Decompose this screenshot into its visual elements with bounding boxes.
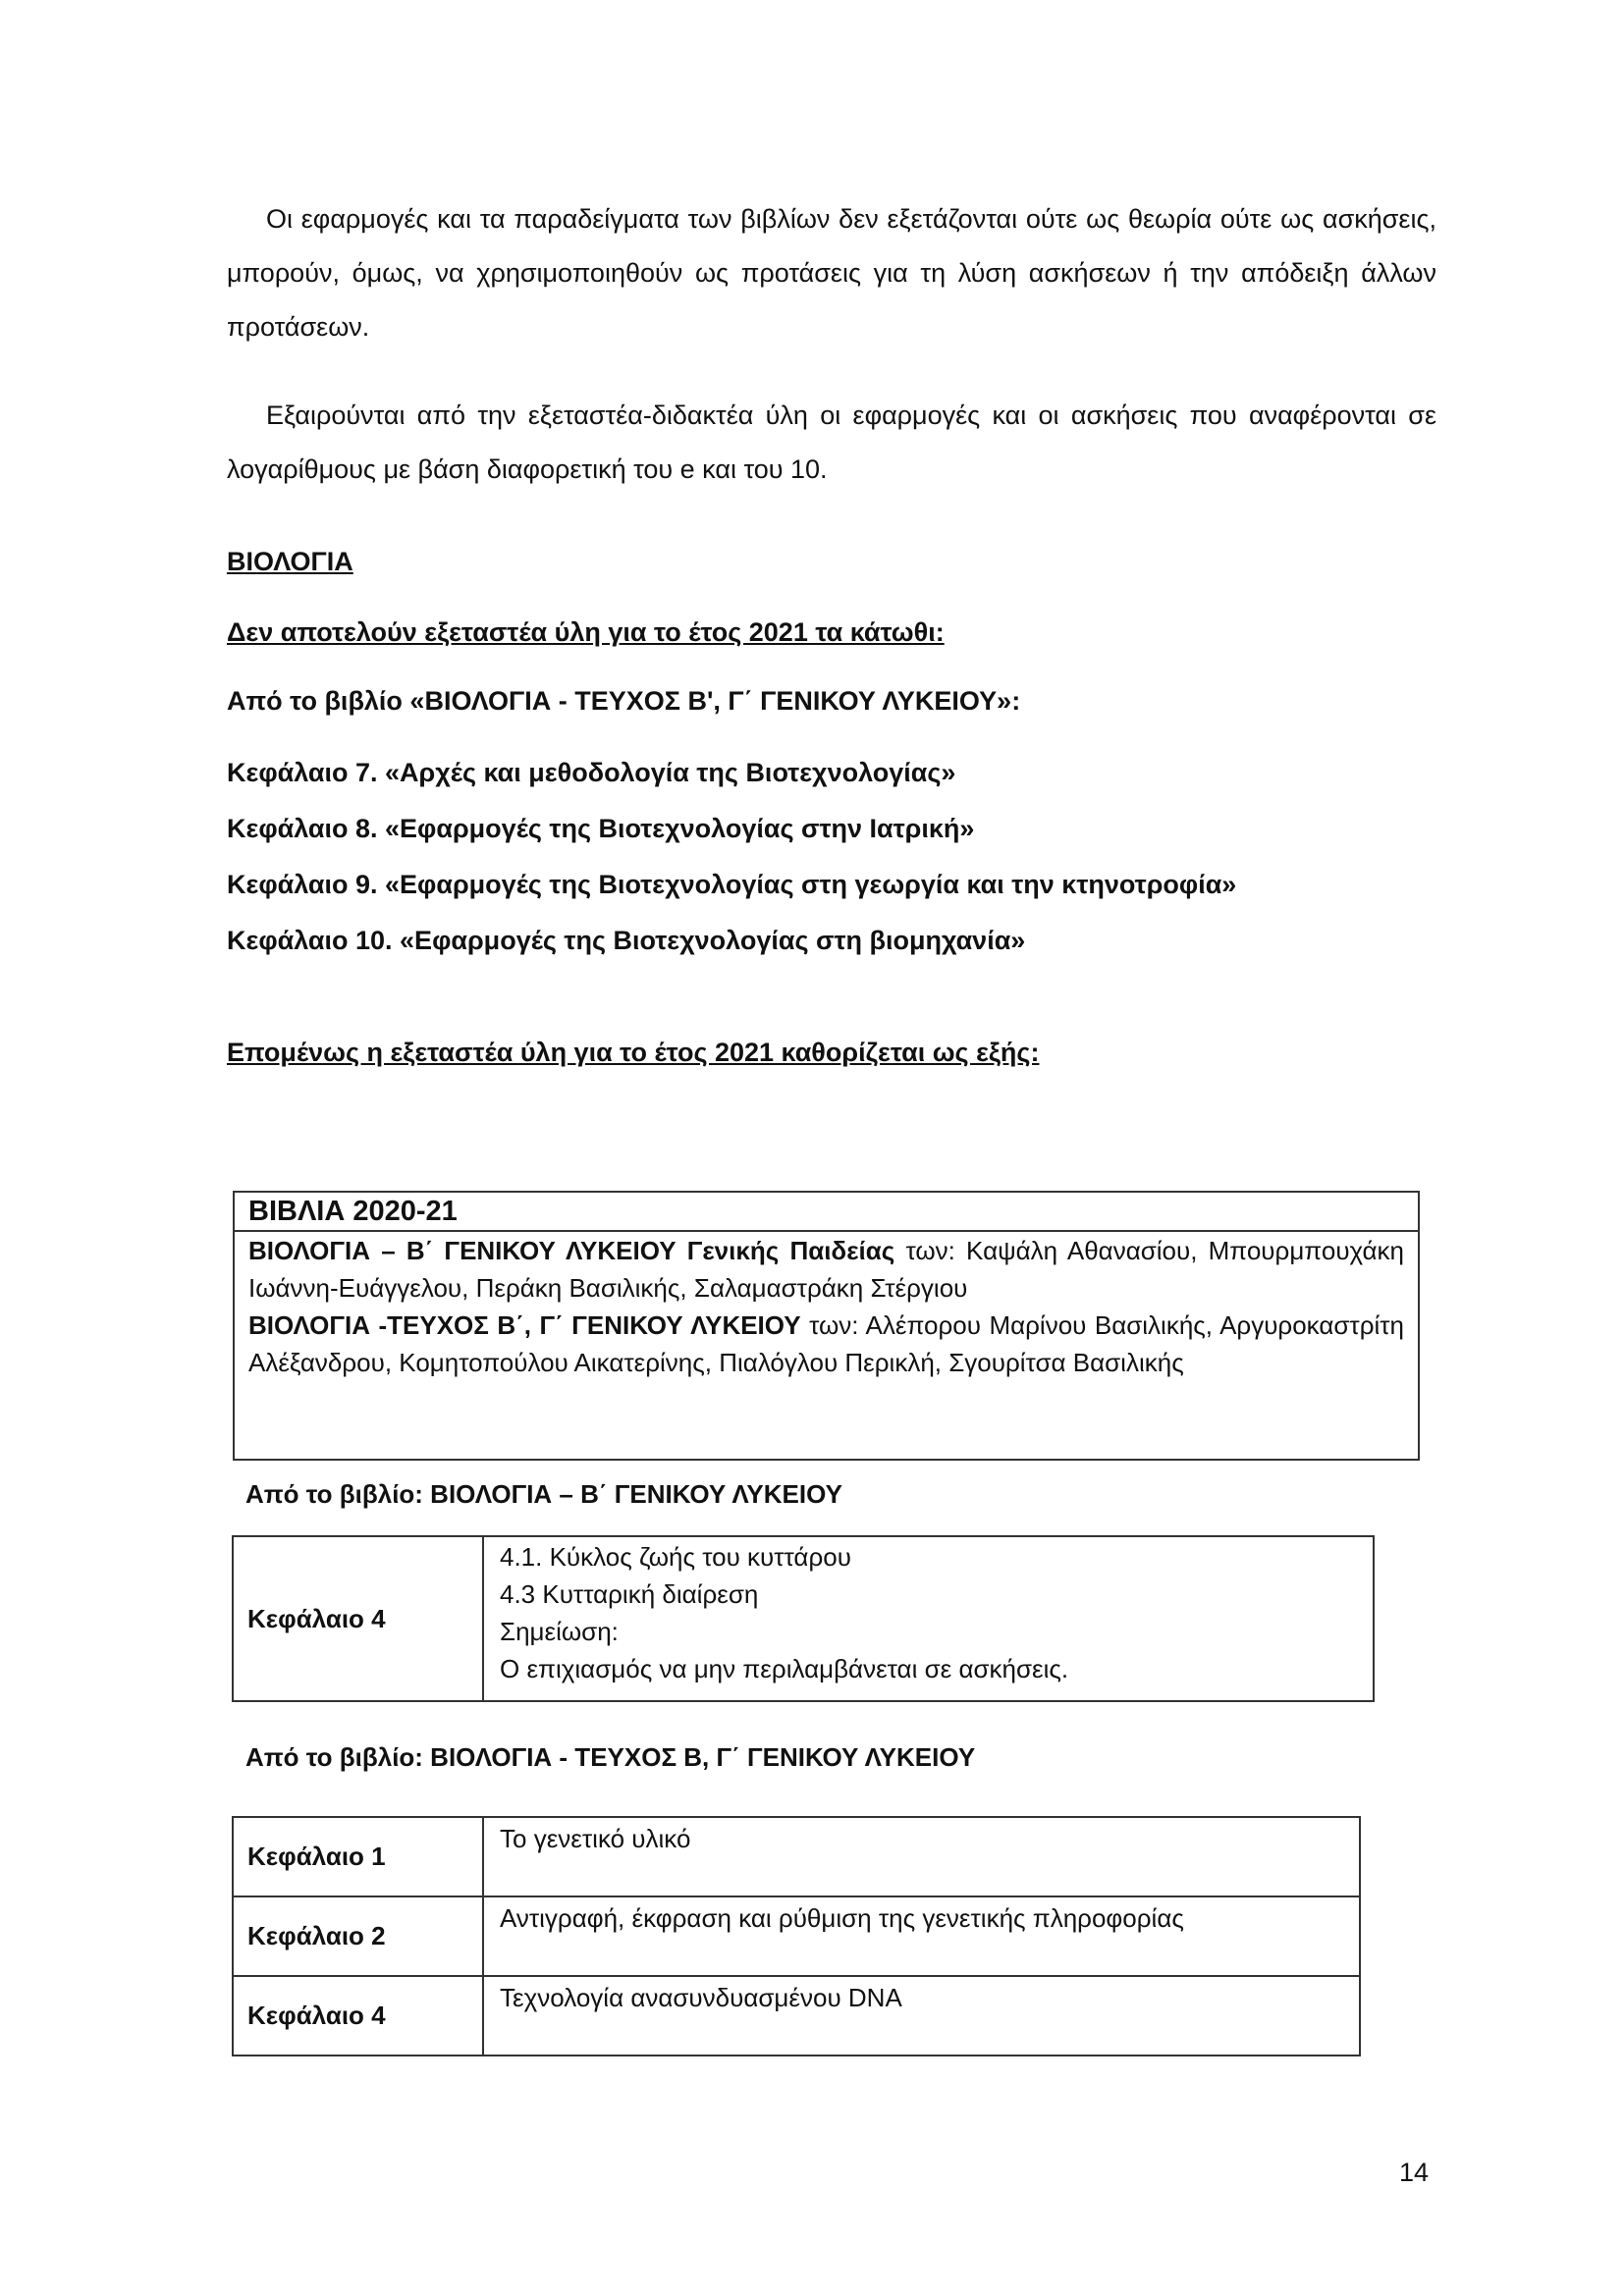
table1-chapter-cell — [233, 1536, 483, 1701]
excluded-chapter-9: Κεφάλαιο 9. «Εφαρμογές της Βιοτεχνολογίας στη γεωργία και την κτηνοτροφία» — [227, 870, 1237, 899]
intro-paragraph-2: Εξαιρούνται από την εξεταστέα-διδακτέα ύλη οι εφαρμογές και οι ασκήσεις που αναφέρονται σε λογαρίθμους με βάση διαφορετική του e και του 10. — [227, 400, 1436, 484]
table-row — [233, 1976, 1360, 2056]
book-2-authors: των: Αλέπορου Μαρίνου Βασιλικής, Αργυροκαστρίτη Αλέξανδρου, Κομητοπούλου Αικατερίνης, Πιαλόγλου Περικλή, Σγουρίτσα Βασιλικής — [248, 1310, 1404, 1377]
table1-heading: Από το βιβλίο: ΒΙΟΛΟΓΙΑ – Β΄ ΓΕΝΙΚΟΥ ΛΥΚΕΙΟΥ — [245, 1479, 842, 1509]
table2-desc-cell — [483, 1976, 1360, 2056]
book-entry-1 — [248, 1232, 1404, 1307]
table2-desc-cell — [483, 1896, 1360, 1976]
excluded-chapter-7: Κεφάλαιο 7. «Αρχές και μεθοδολογία της Βιοτεχνολογίας» — [227, 758, 956, 787]
excluded-heading: Δεν αποτελούν εξεταστέα ύλη για το έτος 2021 τα κάτωθι: — [227, 617, 945, 647]
table1 — [232, 1535, 1375, 1702]
books-box-body — [235, 1232, 1418, 1381]
books-box-title: ΒΙΒΛΙΑ 2020-21 — [235, 1193, 1418, 1232]
table2-desc-cell — [483, 1817, 1360, 1896]
books-box — [233, 1191, 1420, 1461]
book-1-title: ΒΙΟΛΟΓΙΑ – Β΄ ΓΕΝΙΚΟΥ ΛΥΚΕΙΟΥ Γενικής Παιδείας — [248, 1236, 895, 1265]
page-number: 14 — [1399, 2158, 1430, 2187]
table1-chapter: Κεφάλαιο 4 — [247, 1603, 386, 1633]
table2-desc-3: Τεχνολογία ανασυνδυασμένου DNA — [500, 1983, 902, 2012]
table1-line-1: 4.1. Κύκλος ζωής του κυττάρου — [500, 1542, 851, 1572]
table1-desc-cell — [483, 1536, 1374, 1701]
excluded-book-line: Από το βιβλίο «ΒΙΟΛΟΓΙΑ - ΤΕΥΧΟΣ Β', Γ΄ ΓΕΝΙΚΟΥ ΛΥΚΕΙΟΥ»: — [227, 686, 1021, 716]
table2-desc-2: Αντιγραφή, έκφραση και ρύθμιση της γενετικής πληροφορίας — [500, 1903, 1184, 1933]
table2-chapter-cell — [233, 1896, 483, 1976]
intro-paragraph-1: Οι εφαρμογές και τα παραδείγματα των βιβλίων δεν εξετάζονται ούτε ως θεωρία ούτε ως ασκήσεις, μπορούν, όμως, να χρησιμοποιηθούν ως προτάσεις για τη λύση ασκήσεων ή την απόδειξη άλλων προτάσεων. — [227, 204, 1436, 342]
table2-chapter-cell — [233, 1817, 483, 1896]
table2 — [232, 1816, 1361, 2056]
table2-chapter-2: Κεφάλαιο 2 — [247, 1921, 386, 1950]
table2-chapter-3: Κεφάλαιο 4 — [247, 2001, 386, 2030]
book-entry-2 — [248, 1307, 1404, 1381]
table2-chapter-cell — [233, 1976, 483, 2056]
book-1-authors: των: Καψάλη Αθανασίου, Μπουρμπουχάκη Ιωάννη-Ευάγγελου, Περάκη Βασιλικής, Σαλαμαστράκη Στέργιου — [248, 1236, 1404, 1303]
excluded-chapter-8: Κεφάλαιο 8. «Εφαρμογές της Βιοτεχνολογίας στην Ιατρική» — [227, 814, 975, 843]
table-row — [233, 1536, 1374, 1701]
table-row — [233, 1896, 1360, 1976]
table2-heading: Από το βιβλίο: ΒΙΟΛΟΓΙΑ - ΤΕΥΧΟΣ Β, Γ΄ ΓΕΝΙΚΟΥ ΛΥΚΕΙΟΥ — [245, 1742, 976, 1772]
book-2-title: ΒΙΟΛΟΓΙΑ -ΤΕΥΧΟΣ Β΄, Γ΄ ΓΕΝΙΚΟΥ ΛΥΚΕΙΟΥ — [248, 1310, 801, 1340]
excluded-chapter-10: Κεφάλαιο 10. «Εφαρμογές της Βιοτεχνολογίας στη βιομηχανία» — [227, 926, 1026, 955]
table1-line-4: Ο επιχιασμός να μην περιλαμβάνεται σε ασκήσεις. — [500, 1654, 1069, 1683]
table1-line-2: 4.3 Κυτταρική διαίρεση — [500, 1579, 759, 1609]
table1-line-3: Σημείωση: — [500, 1617, 619, 1646]
table2-chapter-1: Κεφάλαιο 1 — [247, 1842, 386, 1871]
section-title: ΒΙΟΛΟΓΙΑ — [227, 547, 353, 576]
table-row — [233, 1817, 1360, 1896]
syllabus-heading: Επομένως η εξεταστέα ύλη για το έτος 2021 καθορίζεται ως εξής: — [227, 1038, 1040, 1067]
table2-desc-1: Το γενετικό υλικό — [500, 1824, 691, 1853]
